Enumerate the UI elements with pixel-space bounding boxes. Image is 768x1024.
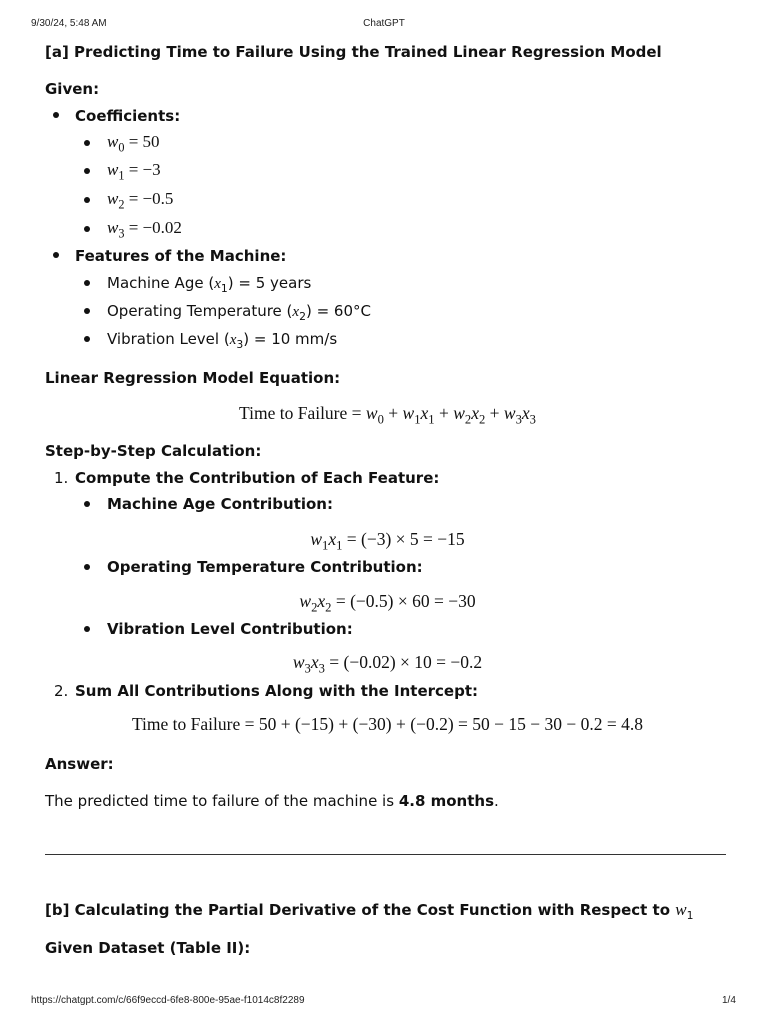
print-timestamp: 9/30/24, 5:48 AM — [31, 18, 107, 29]
feature-vibration-level: Vibration Level $(x_3) = 10$ mm/s — [107, 330, 338, 351]
answer-label: Answer: — [45, 755, 114, 773]
section-b-heading: [b] Calculating the Partial Derivative of the Cost Function with Respect to $w_1$ — [45, 900, 694, 922]
section-divider — [45, 854, 726, 855]
coefficient-w2: $w_2 = -0.5$ — [107, 189, 174, 212]
answer-value: 4.8 months — [398, 792, 494, 810]
contrib-age-equation: $w_1x_1 = (-3) \times 5 = -15$ — [310, 529, 465, 553]
features-label: Features of the Machine: — [75, 247, 287, 265]
section-a-heading: [a] Predicting Time to Failure Using the Trained Linear Regression Model — [45, 43, 662, 61]
print-page-title: ChatGPT — [363, 18, 405, 29]
feature-machine-age: Machine Age $(x_1) = 5$ years — [107, 274, 312, 295]
bullet-icon — [84, 140, 90, 146]
contrib-age-label: Machine Age Contribution: — [107, 495, 333, 513]
step-1-number: 1. — [54, 469, 69, 487]
steps-label: Step-by-Step Calculation: — [45, 442, 262, 460]
bullet-icon — [84, 280, 90, 286]
step-2-number: 2. — [54, 682, 69, 700]
step-2-label: Sum All Contributions Along with the Intercept: — [75, 682, 478, 700]
bullet-icon — [84, 226, 90, 232]
bullet-icon — [84, 564, 90, 570]
model-equation: Time to Failure = $w_0 + w_1x_1 + w_2x_2 + w_3x_3$ — [239, 403, 536, 427]
bullet-icon — [84, 336, 90, 342]
bullet-icon — [84, 626, 90, 632]
bullet-icon — [84, 197, 90, 203]
bullet-icon — [84, 168, 90, 174]
feature-operating-temperature: Operating Temperature $(x_2) = 60^\circ C$ — [107, 302, 371, 323]
answer-text: The predicted time to failure of the machine is 4.8 months. — [45, 792, 499, 810]
bullet-icon — [84, 308, 90, 314]
print-page-number: 1/4 — [722, 995, 736, 1006]
contrib-temp-label: Operating Temperature Contribution: — [107, 558, 423, 576]
sum-equation: Time to Failure = 50 + (−15) + (−30) + (−0.2) = 50 − 15 − 30 − 0.2 = 4.8 — [131, 714, 644, 734]
contrib-vib-equation: $w_3x_3 = (-0.02) \times 10 = -0.2$ — [292, 652, 483, 676]
coefficient-w1: $w_1 = -3$ — [107, 160, 161, 183]
bullet-icon — [53, 252, 59, 258]
step-1-label: Compute the Contribution of Each Feature: — [75, 469, 440, 487]
model-equation-label: Linear Regression Model Equation: — [45, 369, 341, 387]
bullet-icon — [84, 501, 90, 507]
coefficient-w0: $w_0 = 50$ — [107, 132, 160, 155]
coefficients-label: Coefficients: — [75, 107, 181, 125]
dataset-label: Given Dataset (Table II): — [45, 939, 251, 957]
given-label: Given: — [45, 80, 100, 98]
coefficient-w3: $w_3 = -0.02$ — [107, 218, 182, 241]
contrib-temp-equation: $w_2x_2 = (-0.5) \times 60 = -30$ — [299, 591, 476, 615]
contrib-vib-label: Vibration Level Contribution: — [107, 620, 353, 638]
bullet-icon — [53, 112, 59, 118]
print-url: https://chatgpt.com/c/66f9eccd-6fe8-800e-95ae-f1014c8f2289 — [31, 995, 305, 1006]
